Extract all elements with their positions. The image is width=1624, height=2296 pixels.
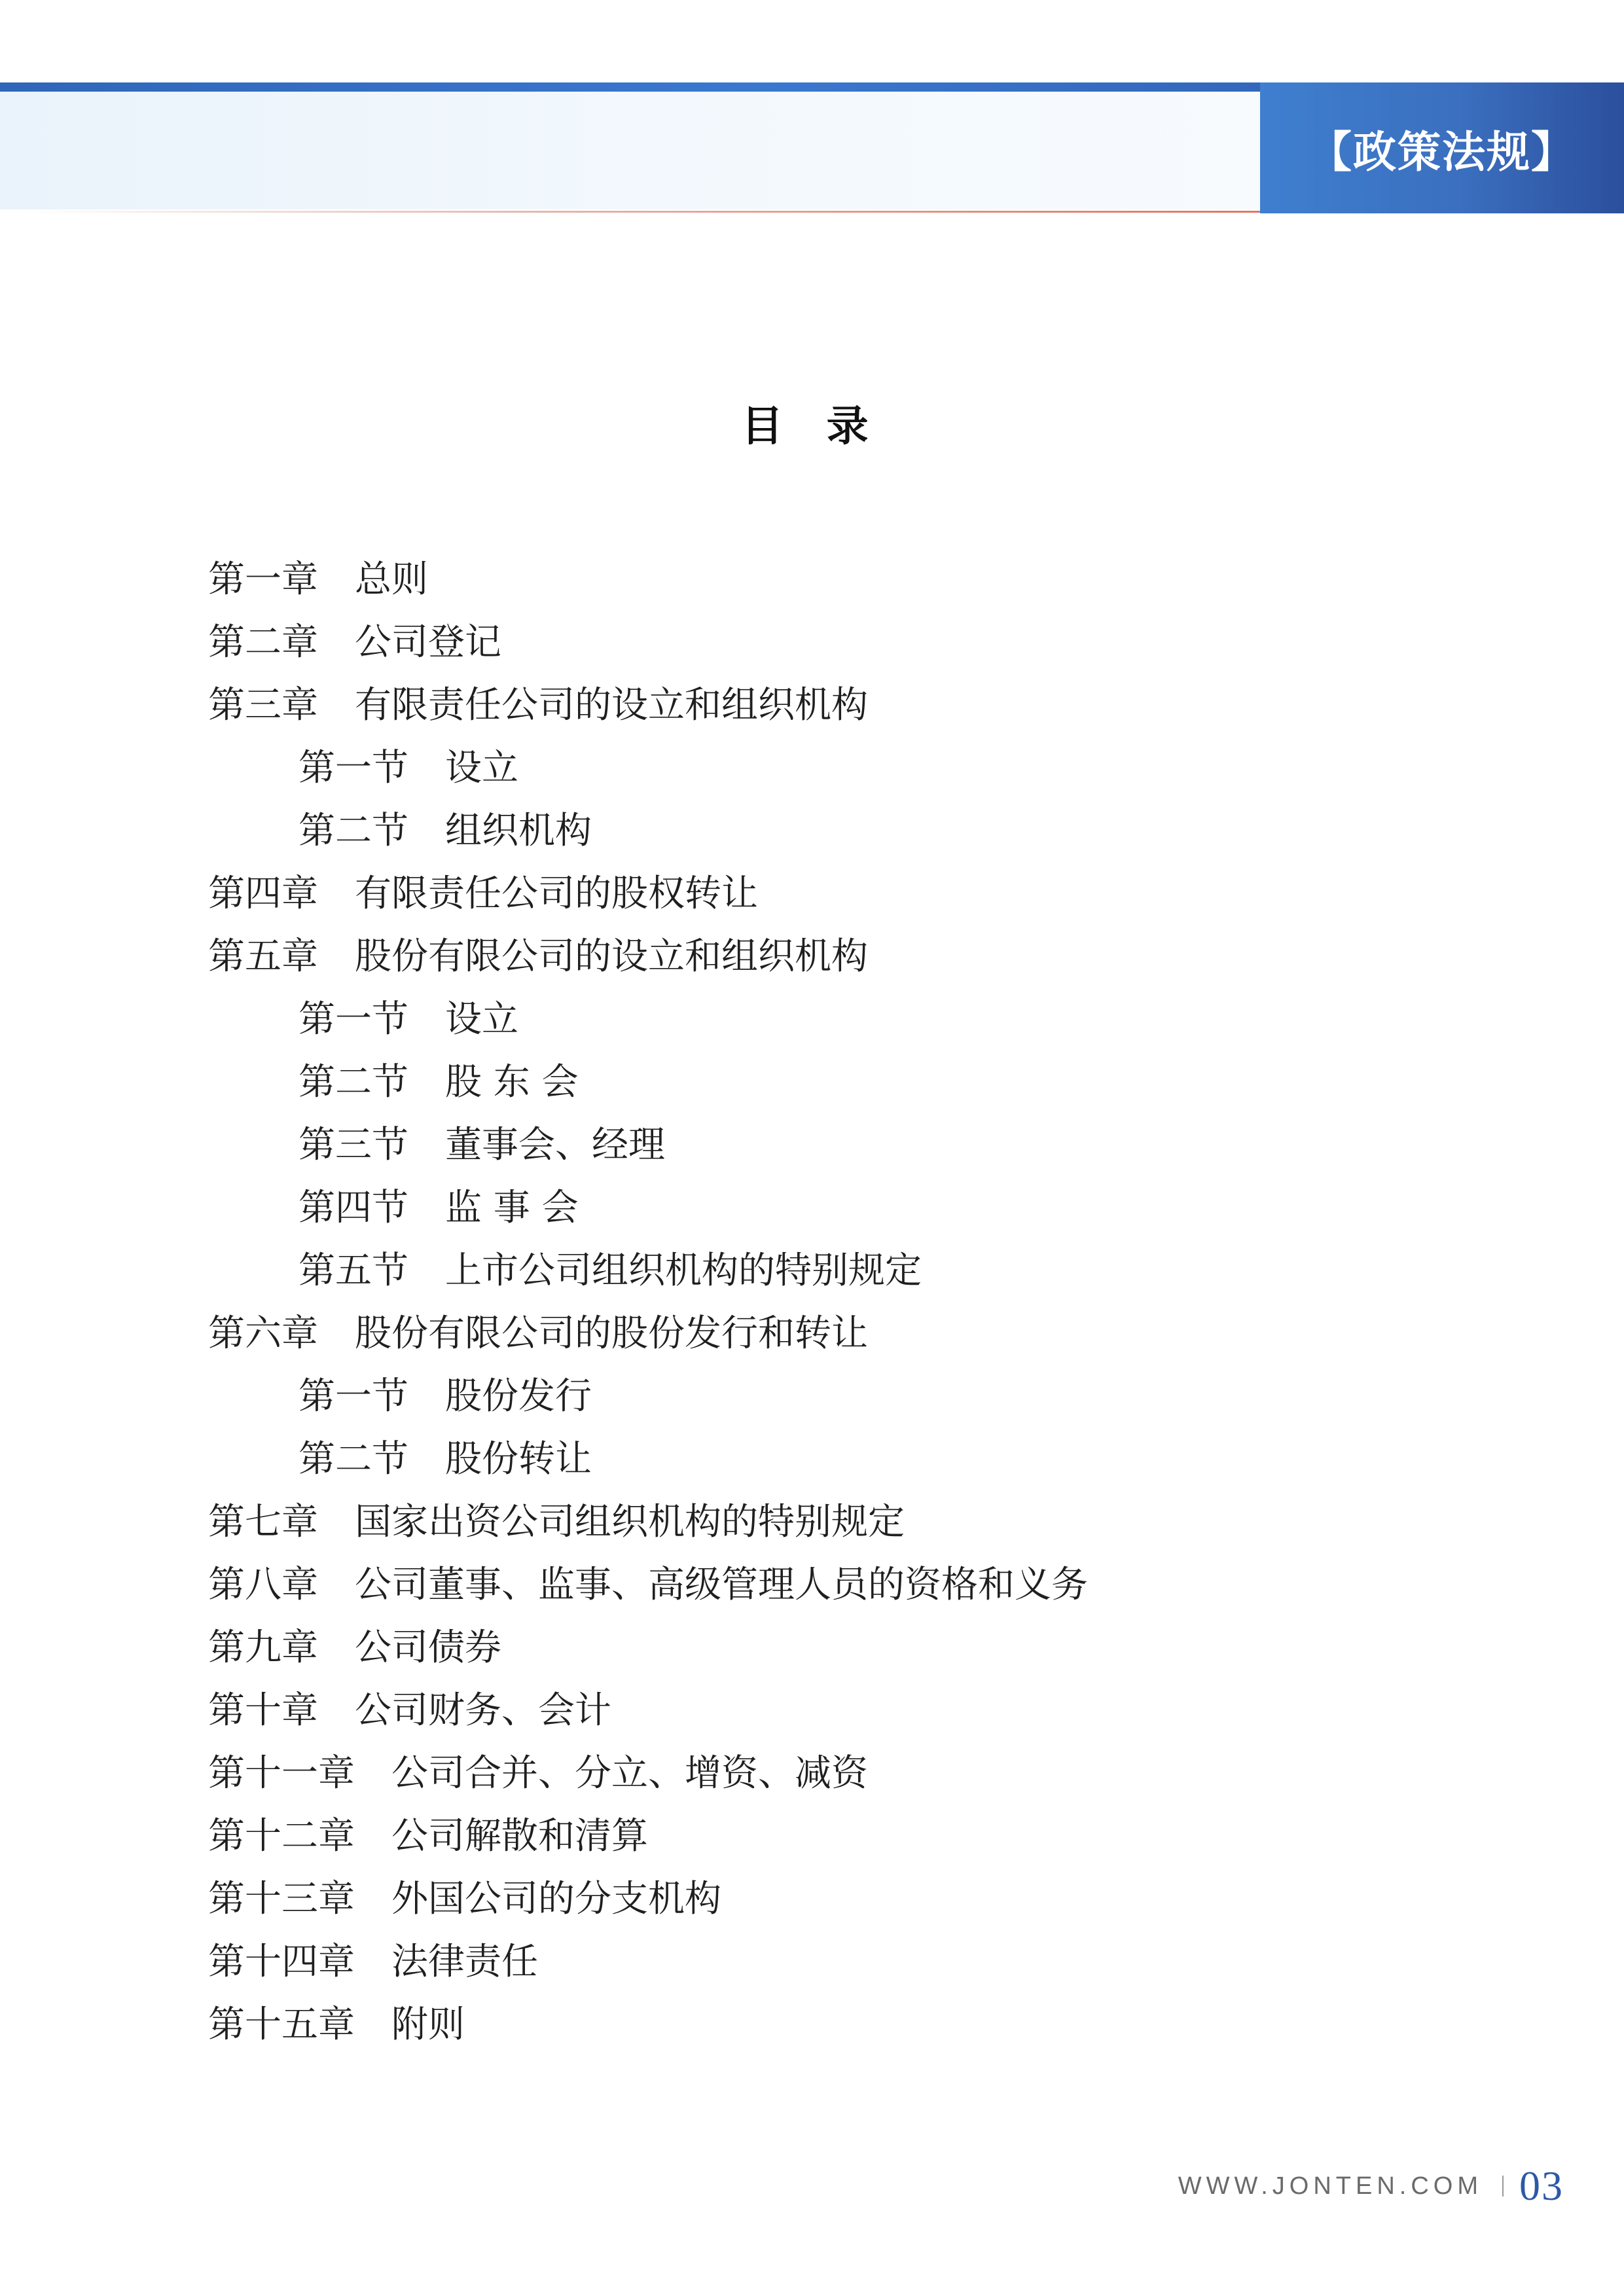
toc-item (208, 1868, 1088, 1931)
toc-item-number: 第六章 (208, 1312, 318, 1355)
toc-item (208, 1679, 1088, 1742)
toc-item-number: 第一节 (298, 998, 408, 1041)
toc-item-title: 股份有限公司的股份发行和转让 (355, 1312, 868, 1355)
toc-item-number: 第十一章 (208, 1752, 355, 1795)
toc-item (208, 925, 1088, 988)
toc-item-number: 第四章 (208, 872, 318, 915)
toc-item (208, 611, 1088, 674)
toc-item-title: 上市公司组织机构的特别规定 (445, 1249, 922, 1292)
toc-item-number: 第一章 (208, 558, 318, 601)
toc-item (208, 1805, 1088, 1868)
toc-item (208, 1428, 1088, 1491)
toc-item-number: 第三章 (208, 684, 318, 726)
toc-item-title: 公司董事、监事、高级管理人员的资格和义务 (355, 1564, 1088, 1606)
toc-item-number: 第一节 (298, 1375, 408, 1418)
toc-item (208, 1554, 1088, 1617)
toc-item (208, 1617, 1088, 1679)
toc-item-title: 公司解散和清算 (391, 1815, 648, 1857)
toc-item-title: 法律责任 (391, 1941, 538, 1983)
toc-list (208, 548, 1088, 2056)
toc-item-title: 设立 (445, 998, 518, 1041)
footer-url[interactable]: WWW.JONTEN.COM (1178, 2172, 1483, 2200)
toc-item (208, 1302, 1088, 1365)
toc-item-title: 总则 (355, 558, 428, 601)
page-number: 03 (1519, 2162, 1564, 2209)
toc-item (208, 1051, 1088, 1114)
toc-item-number: 第十四章 (208, 1941, 355, 1983)
toc-item-number: 第四节 (298, 1187, 408, 1229)
toc-item-number: 第七章 (208, 1501, 318, 1543)
toc-item-number: 第二节 (298, 810, 408, 852)
toc-item (208, 1491, 1088, 1554)
toc-item (208, 1994, 1088, 2056)
toc-item-title: 设立 (445, 747, 518, 789)
toc-item-title: 国家出资公司组织机构的特别规定 (355, 1501, 905, 1543)
footer-divider (1502, 2176, 1504, 2197)
toc-item-number: 第二节 (298, 1438, 408, 1480)
toc-item-number: 第九章 (208, 1626, 318, 1669)
toc-item-number: 第十三章 (208, 1878, 355, 1920)
toc-item-title: 股份发行 (445, 1375, 592, 1418)
toc-item-number: 第五章 (208, 935, 318, 978)
toc-item-number: 第十二章 (208, 1815, 355, 1857)
toc-item-title: 组织机构 (445, 810, 592, 852)
toc-item-number: 第八章 (208, 1564, 318, 1606)
toc-item-number: 第二节 (298, 1061, 408, 1103)
toc-item (208, 674, 1088, 737)
toc-title: 目 录 (741, 403, 883, 451)
toc-item-number: 第五节 (298, 1249, 408, 1292)
toc-item-title: 公司登记 (355, 621, 501, 664)
toc-item-title: 监 事 会 (445, 1187, 579, 1229)
toc-item-title: 董事会、经理 (445, 1124, 665, 1166)
header-top-rule (0, 82, 1260, 92)
toc-item (208, 1240, 1088, 1302)
toc-item (208, 548, 1088, 611)
toc-item-title: 公司合并、分立、增资、减资 (391, 1752, 868, 1795)
header-band (0, 92, 1260, 209)
toc-item (208, 1365, 1088, 1428)
toc-item-number: 第十五章 (208, 2003, 355, 2046)
toc-item (208, 1114, 1088, 1177)
toc-item (208, 988, 1088, 1051)
toc-item (208, 1177, 1088, 1240)
toc-item-title: 外国公司的分支机构 (391, 1878, 721, 1920)
toc-item-number: 第二章 (208, 621, 318, 664)
toc-item (208, 737, 1088, 800)
toc-item-title: 股份有限公司的设立和组织机构 (355, 935, 868, 978)
toc-item-title: 公司债券 (355, 1626, 501, 1669)
toc-item (208, 800, 1088, 863)
toc-item (208, 1742, 1088, 1805)
toc-item (208, 863, 1088, 925)
header-underline (26, 211, 1260, 213)
toc-item-title: 股 东 会 (445, 1061, 579, 1103)
toc-item-number: 第十章 (208, 1689, 318, 1732)
page-footer (1178, 2163, 1564, 2209)
toc-item-number: 第一节 (298, 747, 408, 789)
toc-item-title: 附则 (391, 2003, 465, 2046)
toc-item-title: 公司财务、会计 (355, 1689, 611, 1732)
toc-item-title: 有限责任公司的股权转让 (355, 872, 758, 915)
toc-item-title: 股份转让 (445, 1438, 592, 1480)
toc-item-number: 第三节 (298, 1124, 408, 1166)
section-tag: 【政策法规】 (1260, 82, 1624, 213)
toc-item-title: 有限责任公司的设立和组织机构 (355, 684, 868, 726)
toc-item (208, 1931, 1088, 1994)
